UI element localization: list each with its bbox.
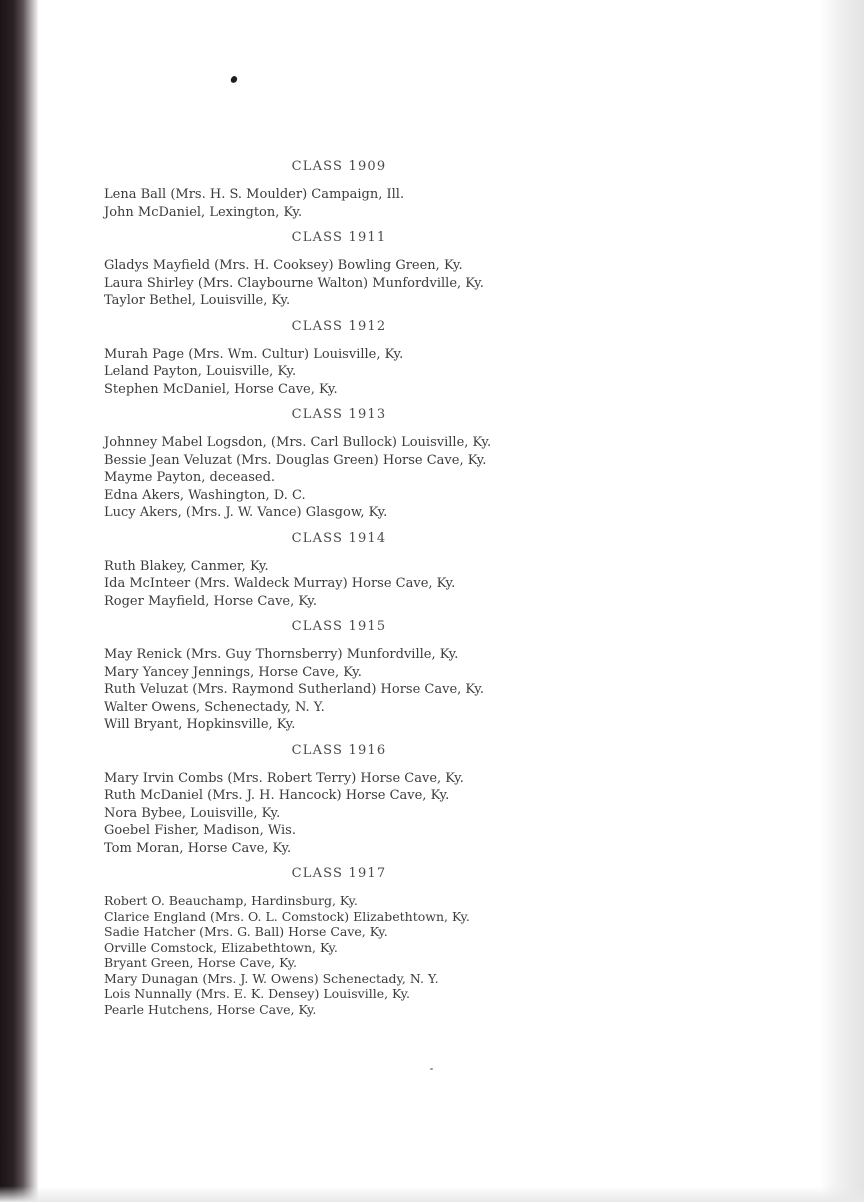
- class-section: [104, 158, 574, 221]
- alumni-entry: Ruth Veluzat (Mrs. Raymond Sutherland) Horse Cave, Ky.: [104, 682, 485, 697]
- alumni-entry: Bessie Jean Veluzat (Mrs. Douglas Green) Horse Cave, Ky.: [104, 452, 487, 468]
- alumni-entry: Orville Comstock, Elizabethtown, Ky.: [104, 939, 338, 955]
- class-heading: CLASS 1912: [291, 318, 387, 334]
- alumni-entry: Leland Payton, Louisville, Ky.: [104, 364, 297, 379]
- alumni-entry: Mary Irvin Combs (Mrs. Robert Terry) Horse Cave, Ky.: [104, 770, 464, 786]
- alumni-entry: Lena Ball (Mrs. H. S. Moulder) Campaign, Ill.: [104, 187, 405, 202]
- class-roster: [104, 158, 574, 1025]
- alumni-entry: Robert O. Beauchamp, Hardinsburg, Ky.: [104, 893, 358, 908]
- class-heading: CLASS 1911: [291, 230, 387, 245]
- alumni-entry: Pearle Hutchens, Horse Cave, Ky.: [104, 1001, 317, 1017]
- alumni-entry: Walter Owens, Schenectady, N. Y.: [104, 699, 325, 715]
- alumni-entry: Mary Dunagan (Mrs. J. W. Owens) Schenectady, N. Y.: [104, 970, 439, 986]
- alumni-entry: Edna Akers, Washington, D. C.: [104, 487, 306, 503]
- alumni-entry: Clarice England (Mrs. O. L. Comstock) Elizabethtown, Ky.: [104, 908, 470, 924]
- alumni-entry: Ruth McDaniel (Mrs. J. H. Hancock) Horse Cave, Ky.: [104, 788, 450, 803]
- alumni-entry: Johnney Mabel Logsdon, (Mrs. Carl Bullock) Louisville, Ky.: [104, 435, 492, 450]
- class-heading: CLASS 1917: [291, 866, 387, 881]
- alumni-entry: Taylor Bethel, Louisville, Ky.: [104, 293, 291, 308]
- class-heading: CLASS 1915: [291, 619, 387, 634]
- alumni-list: [104, 893, 574, 1017]
- alumni-entry: Ruth Blakey, Canmer, Ky.: [104, 558, 269, 574]
- class-heading: CLASS 1914: [291, 530, 387, 546]
- alumni-list: [104, 646, 574, 734]
- ink-speck: [430, 1068, 433, 1070]
- alumni-entry: Lucy Akers, (Mrs. J. W. Vance) Glasgow, Ky.: [104, 505, 388, 520]
- alumni-entry: Nora Bybee, Louisville, Ky.: [104, 805, 281, 821]
- alumni-entry: Roger Mayfield, Horse Cave, Ky.: [104, 593, 317, 609]
- alumni-entry: Mary Yancey Jennings, Horse Cave, Ky.: [104, 664, 362, 680]
- alumni-entry: Sadie Hatcher (Mrs. G. Ball) Horse Cave, Ky.: [104, 924, 388, 939]
- alumni-list: [104, 346, 574, 399]
- class-section: [104, 530, 574, 611]
- alumni-entry: Ida McInteer (Mrs. Waldeck Murray) Horse Cave, Ky.: [104, 576, 456, 591]
- class-section: [104, 318, 574, 399]
- binding-shadow: [0, 0, 38, 1202]
- alumni-entry: Murah Page (Mrs. Wm. Cultur) Louisville, Ky.: [104, 346, 404, 362]
- alumni-entry: Stephen McDaniel, Horse Cave, Ky.: [104, 381, 338, 397]
- alumni-entry: Mayme Payton, deceased.: [104, 470, 276, 485]
- class-heading: CLASS 1909: [291, 159, 387, 174]
- alumni-entry: Goebel Fisher, Madison, Wis.: [104, 823, 296, 838]
- alumni-entry: Tom Moran, Horse Cave, Ky.: [104, 840, 292, 856]
- page-edge: [820, 0, 864, 1202]
- class-heading: CLASS 1916: [291, 742, 387, 758]
- page-bottom-edge: [0, 1186, 864, 1202]
- alumni-entry: Will Bryant, Hopkinsville, Ky.: [104, 717, 296, 732]
- ink-speck: [230, 75, 238, 84]
- alumni-list: [104, 770, 574, 858]
- alumni-list: [104, 434, 574, 522]
- class-section: [104, 742, 574, 858]
- class-section: [104, 618, 574, 734]
- class-heading: CLASS 1913: [291, 407, 387, 422]
- alumni-entry: May Renick (Mrs. Guy Thornsberry) Munfordville, Ky.: [104, 647, 459, 662]
- alumni-entry: Laura Shirley (Mrs. Claybourne Walton) Munfordville, Ky.: [104, 275, 484, 291]
- alumni-entry: John McDaniel, Lexington, Ky.: [104, 204, 303, 220]
- class-section: [104, 229, 574, 310]
- alumni-entry: Bryant Green, Horse Cave, Ky.: [104, 955, 297, 970]
- alumni-list: [104, 558, 574, 611]
- alumni-list: [104, 186, 574, 221]
- alumni-entry: Gladys Mayfield (Mrs. H. Cooksey) Bowling Green, Ky.: [104, 258, 463, 273]
- alumni-list: [104, 257, 574, 310]
- alumni-entry: Lois Nunnally (Mrs. E. K. Densey) Louisville, Ky.: [104, 986, 410, 1001]
- class-section: [104, 406, 574, 522]
- class-section: [104, 865, 574, 1017]
